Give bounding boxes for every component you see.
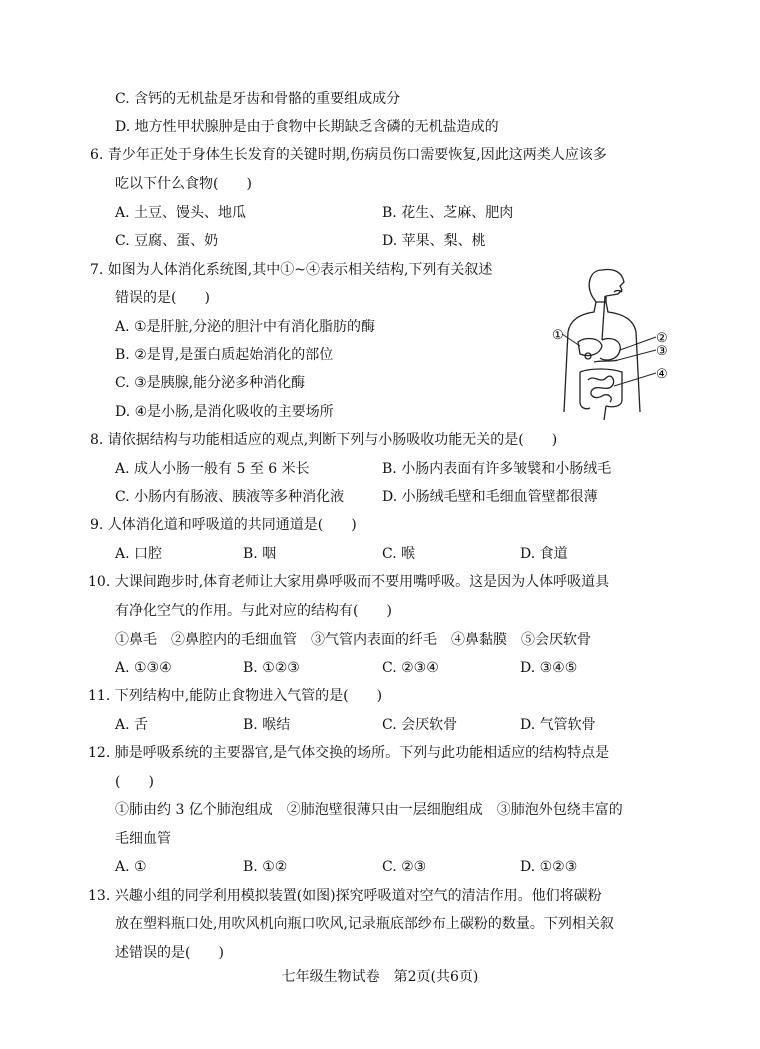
q12-option-d: D. ①②③ <box>520 859 578 875</box>
q6-option-b: B. 花生、芝麻、肥肉 <box>382 205 514 221</box>
page-footer: 七年级生物试卷 第2页(共6页) <box>281 969 479 985</box>
q10-option-c: C. ②③④ <box>382 660 439 676</box>
q9-option-b: B. 咽 <box>243 546 277 562</box>
q9-stem: 9. 人体消化道和呼吸道的共同通道是( ) <box>90 517 357 533</box>
q10-stem: 10. 大课间跑步时,体育老师让大家用鼻呼吸而不要用嘴呼吸。这是因为人体呼吸道具 <box>88 574 610 590</box>
figure-label-1: ① <box>552 328 564 343</box>
q10-choices: ①鼻毛 ②鼻腔内的毛细血管 ③气管内表面的纤毛 ④鼻黏膜 ⑤会厌软骨 <box>115 632 591 648</box>
q9-option-c: C. 喉 <box>382 546 416 562</box>
q10-stem-cont: 有净化空气的作用。与此对应的结构有( ) <box>115 603 392 619</box>
q9-option-d: D. 食道 <box>520 546 568 562</box>
figure-label-4: ④ <box>656 367 668 382</box>
q6-stem: 6. 青少年正处于身体生长发育的关键时期,伤病员伤口需要恢复,因此这两类人应该多 <box>90 147 607 163</box>
figure-label-2: ② <box>656 331 668 346</box>
q13-stem-cont: 放在塑料瓶口处,用吹风机向瓶口吹风,记录瓶底部纱布上碳粉的数量。下列相关叙 <box>115 916 614 932</box>
q5-option-d: D. 地方性甲状腺肿是由于食物中长期缺乏含磷的无机盐造成的 <box>115 119 499 135</box>
q11-option-d: D. 气管软骨 <box>520 717 596 733</box>
q6-option-c: C. 豆腐、蛋、奶 <box>115 233 219 249</box>
q5-option-c: C. 含钙的无机盐是牙齿和骨骼的重要组成成分 <box>115 91 401 107</box>
q7-option-b: B. ②是胃,是蛋白质起始消化的部位 <box>115 347 334 363</box>
q10-option-b: B. ①②③ <box>243 660 300 676</box>
q13-stem: 13. 兴趣小组的同学利用模拟装置(如图)探究呼吸道对空气的清洁作用。他们将碳粉 <box>88 888 602 904</box>
q12-stem: 12. 肺是呼吸系统的主要器官,是气体交换的场所。下列与此功能相适应的结构特点是 <box>88 745 610 761</box>
q7-option-d: D. ④是小肠,是消化吸收的主要场所 <box>115 404 334 420</box>
q6-option-a: A. 土豆、馒头、地瓜 <box>115 205 247 221</box>
q11-option-b: B. 喉结 <box>243 717 291 733</box>
q7-stem-cont: 错误的是( ) <box>115 290 210 306</box>
q10-option-a: A. ①③④ <box>115 660 172 676</box>
q8-option-b: B. 小肠内表面有许多皱襞和小肠绒毛 <box>382 461 612 477</box>
q8-option-d: D. 小肠绒毛壁和毛细血管壁都很薄 <box>382 489 598 505</box>
q9-option-a: A. 口腔 <box>115 546 163 562</box>
q8-option-a: A. 成人小肠一般有 5 至 6 米长 <box>115 461 310 477</box>
q12-option-a: A. ① <box>115 859 147 875</box>
q12-choices-cont: 毛细血管 <box>115 831 171 847</box>
q12-choices: ①肺由约 3 亿个肺泡组成 ②肺泡壁很薄只由一层细胞组成 ③肺泡外包绕丰富的 <box>115 802 623 818</box>
figure-label-3: ③ <box>656 344 668 359</box>
q13-stem-cont-2: 述错误的是( ) <box>115 945 224 961</box>
q6-stem-cont: 吃以下什么食物( ) <box>115 176 252 192</box>
q12-option-b: B. ①② <box>243 859 288 875</box>
q12-option-c: C. ②③ <box>382 859 427 875</box>
q8-option-c: C. 小肠内有肠液、胰液等多种消化液 <box>115 489 345 505</box>
q7-option-a: A. ①是肝脏,分泌的胆汁中有消化脂肪的酶 <box>115 319 376 335</box>
q7-stem: 7. 如图为人体消化系统图,其中①~④表示相关结构,下列有关叙述 <box>90 262 493 278</box>
q11-option-c: C. 会厌软骨 <box>382 717 458 733</box>
q11-option-a: A. 舌 <box>115 717 149 733</box>
q12-stem-cont: ( ) <box>115 774 154 790</box>
q10-option-d: D. ③④⑤ <box>520 660 578 676</box>
q7-option-c: C. ③是胰腺,能分泌多种消化酶 <box>115 375 306 391</box>
q8-stem: 8. 请依据结构与功能相适应的观点,判断下列与小肠吸收功能无关的是( ) <box>90 432 558 448</box>
q11-stem: 11. 下列结构中,能防止食物进入气管的是( ) <box>88 688 383 704</box>
digestive-system-figure <box>550 262 675 432</box>
q6-option-d: D. 苹果、梨、桃 <box>382 233 486 249</box>
